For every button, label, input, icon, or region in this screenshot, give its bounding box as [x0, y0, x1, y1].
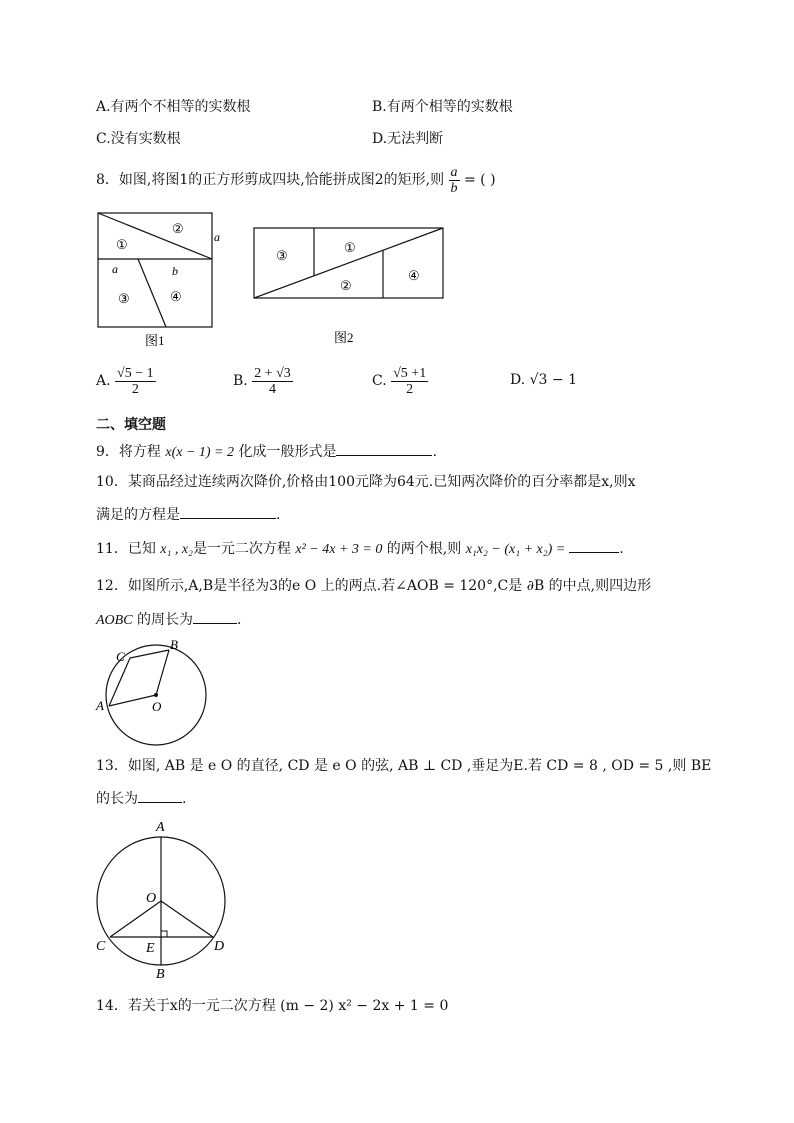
q8-option-b-letter: B.: [233, 373, 248, 389]
fig1-piece-4: ④: [170, 289, 182, 304]
q13-label-d: D: [214, 939, 225, 954]
q7-option-d: D.无法判断: [372, 131, 444, 147]
q10-line-1: 10．某商品经过连续两次降价,价格由100元降为64元.已知两次降价的百分率都是x,则x: [96, 474, 636, 490]
q11-equation: x² − 4x + 3 = 0: [295, 542, 383, 557]
q12-circle-figure: [92, 634, 212, 752]
q11-roots: x₁ , x₂: [160, 542, 193, 557]
q13-circle-figure: [90, 815, 240, 985]
q12-end: .: [237, 612, 242, 628]
q12-label-b: B: [170, 637, 178, 652]
q9-end: .: [432, 444, 437, 460]
q8-stem-text: 8．如图,将图1的正方形剪成四块,恰能拼成图2的矩形,则: [96, 172, 445, 188]
fig1-side-label-a: a: [214, 230, 220, 244]
fig1-inner-label-b: b: [172, 264, 178, 278]
q11-answer-blank[interactable]: [569, 538, 619, 553]
q13-label-e: E: [146, 941, 155, 956]
q11: [96, 538, 624, 559]
q14-text: 14．若关于x的一元二次方程 (m − 2) x² − 2x + 1 = 0: [96, 998, 449, 1014]
fig1-diagonal-cut: [98, 213, 212, 259]
q9-answer-blank[interactable]: [336, 441, 432, 456]
q10-text: 满足的方程是: [96, 507, 180, 523]
fig1-piece-3: ③: [118, 291, 130, 306]
q8-option-b-denominator: 4: [269, 381, 276, 397]
section-2-title: 二、填空题: [96, 417, 166, 433]
q12-text: 的周长为: [132, 612, 194, 628]
q12-segment-ob: [156, 650, 169, 695]
fig1-inner-label-a: a: [112, 262, 118, 276]
q8-option-a-numerator: √5 − 1: [117, 365, 154, 381]
q11-text-mid: 是一元二次方程: [192, 541, 296, 557]
q7-option-c: C.没有实数根: [96, 131, 181, 147]
q12-segment-ao: [109, 695, 156, 706]
q12-quadrilateral: AOBC: [96, 613, 133, 628]
q8-option-c-denominator: 2: [406, 381, 414, 397]
q12-segment-bc: [130, 650, 169, 658]
q8-option-c-numerator: √5 +1: [393, 365, 427, 381]
q8-option-a-letter: A.: [96, 373, 111, 389]
q13-line-2: [96, 788, 186, 808]
q13-answer-blank[interactable]: [138, 788, 182, 803]
q11-text-pre: 11．已知: [96, 541, 161, 557]
q13-segment-oc: [110, 901, 161, 937]
fig1-piece-1: ①: [116, 237, 128, 252]
q8-ratio-denominator: b: [450, 180, 458, 196]
q8-option-b-numerator: 2 + √3: [254, 365, 291, 381]
q7-option-a: A.有两个不相等的实数根: [96, 99, 251, 115]
fig2-piece-3: ③: [276, 248, 288, 263]
q12-segment-ca: [109, 658, 130, 706]
q13-segment-od: [161, 901, 213, 937]
q8-option-d: D. √3 − 1: [510, 372, 577, 388]
q12-line-2: [96, 609, 241, 630]
q13-label-c: C: [96, 939, 106, 954]
q8-option-b: [233, 361, 293, 401]
q12-label-c: C: [116, 649, 125, 664]
q13-label-o: O: [146, 891, 157, 906]
q8-figure-1: [90, 205, 230, 355]
q10-line-2: [96, 504, 280, 524]
q13-label-b: B: [156, 967, 165, 982]
q12-answer-blank[interactable]: [193, 609, 237, 624]
q12-label-o: O: [152, 699, 162, 714]
q12-center-dot: [154, 693, 158, 697]
q12-label-a: A: [96, 698, 104, 713]
q10-answer-blank[interactable]: [180, 504, 276, 519]
fig2-piece-2: ②: [340, 278, 352, 293]
q8-stem: [96, 160, 496, 200]
fig1-piece-2: ②: [172, 221, 184, 236]
q8-option-a: [96, 361, 156, 401]
q13-line-1: 13．如图, AB 是 e O 的直径, CD 是 e O 的弦, AB ⊥ CD ,垂足为E.若 CD = 8 , OD = 5 ,则 BE: [96, 758, 712, 774]
q11-text-mid2: 的两个根,则: [382, 541, 466, 557]
q8-ratio-fraction: [449, 165, 460, 196]
q11-end: .: [619, 541, 624, 557]
q11-expression: x₁x₂ − (x₁ + x₂) =: [465, 542, 566, 557]
q8-figure-2: [248, 222, 454, 352]
q8-option-a-denominator: 2: [131, 381, 139, 397]
q8-option-c: [372, 361, 428, 401]
fig2-caption: 图2: [334, 330, 354, 345]
q9: [96, 441, 437, 462]
q12-line-1: 12．如图所示,A,B是半径为3的e O 上的两点.若∠AOB = 120°,C是 ∂B 的中点,则四边形: [96, 578, 652, 594]
fig2-piece-4: ④: [408, 268, 420, 283]
q13-right-angle-mark: [161, 931, 167, 937]
q8-option-c-letter: C.: [372, 373, 387, 389]
q13-label-a: A: [156, 820, 165, 835]
q13-end: .: [182, 791, 187, 807]
q10-end: .: [276, 507, 281, 523]
q9-text-post: 化成一般形式是: [234, 444, 337, 460]
q9-equation: x(x − 1) = 2: [165, 445, 235, 460]
fig1-caption: 图1: [145, 333, 165, 348]
q13-text: 的长为: [96, 791, 138, 807]
fig1-lower-cut: [138, 259, 166, 327]
q8-stem-end: = ( ): [463, 172, 496, 188]
q7-option-b: B.有两个相等的实数根: [372, 99, 513, 115]
fig2-piece-1: ①: [344, 240, 356, 255]
q9-text-pre: 9．将方程: [96, 444, 166, 460]
q8-ratio-numerator: a: [450, 164, 458, 180]
